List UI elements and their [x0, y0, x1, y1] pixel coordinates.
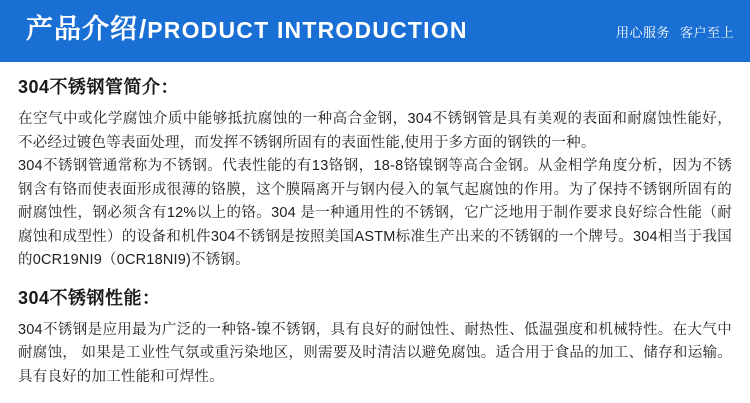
section-intro	[0, 76, 750, 273]
section-performance-title: 304不锈钢性能：	[18, 287, 161, 308]
header-slogan-right: 客户至上	[679, 25, 734, 40]
page-title	[26, 11, 468, 48]
section-intro-title: 304不锈钢管简介：	[18, 77, 180, 97]
page-title-cn: 产品介绍	[26, 14, 138, 44]
page-content	[0, 62, 750, 389]
section-performance-paragraph-1: 304不锈钢是应用最为广泛的一种铬-镍不锈钢，具有良好的耐蚀性、耐热性、低温强度和机械特性。在大气中耐腐蚀， 如果是工业性气氛或重污染地区，则需要及时清洁以避免腐蚀。适合用于食品的加工、储存和运输。 具有良好的加工性能和可焊性。	[18, 321, 732, 385]
page-title-separator: /	[139, 14, 147, 44]
section-intro-paragraph-2: 304不锈钢管通常称为不锈钢。代表性能的有13铬钢，18-8铬镍钢等高合金钢。从金相学角度分析，因为不锈钢含有铬而使表面形成很薄的铬膜，这个膜隔离开与钢内侵入的氧气起腐蚀的作用。为了保持不锈钢所固有的耐腐蚀性，钢必须含有12%以上的铬。304 是一种通用性的不锈钢，它广泛地用于制作要求良好综合性能（耐腐蚀和成型性）的设备和机件304不锈钢是按照美国ASTM标准生产出来的不锈钢的一个牌号。304相当于我国的0CR19NI9（0CR18NI9)不锈钢。	[18, 158, 732, 268]
header-slogan-left: 用心服务	[615, 25, 670, 40]
banner-inner	[0, 0, 750, 62]
section-intro-paragraph-1: 在空气中或化学腐蚀介质中能够抵抗腐蚀的一种高合金钢，304不锈钢管是具有美观的表面和耐腐蚀性能好，不必经过镀色等表面处理，而发挥不锈钢所固有的表面性能,使用于多方面的钢铁的一种。	[18, 111, 732, 151]
page-header-banner	[0, 0, 750, 62]
header-slogan	[616, 22, 734, 41]
section-performance	[0, 287, 750, 390]
page-title-en: PRODUCT INTRODUCTION	[147, 17, 468, 43]
